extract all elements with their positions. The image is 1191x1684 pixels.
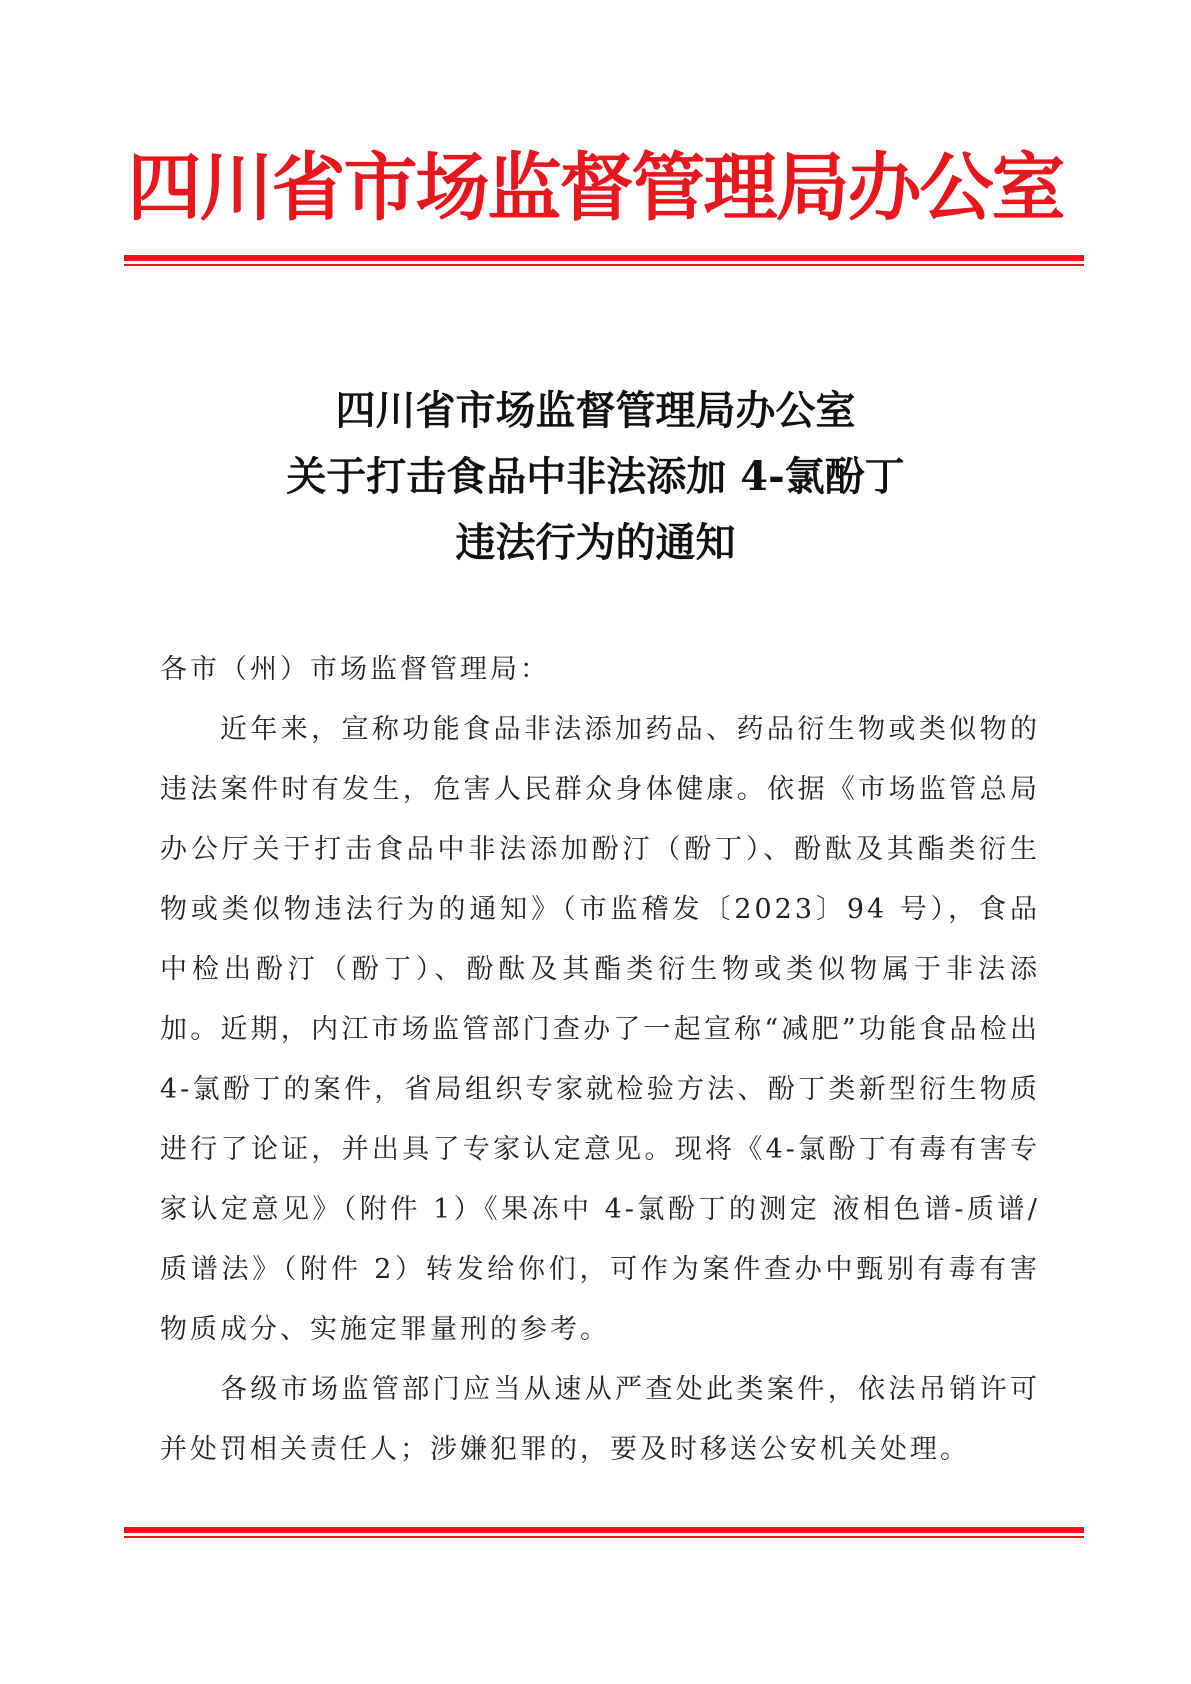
masthead-issuer: 四川省市场监督管理局办公室 [127,145,1064,231]
footer-divider [124,1527,1084,1538]
salutation: 各市（州）市场监督管理局： [160,654,550,685]
title-line-1: 四川省市场监督管理局办公室 [335,387,856,434]
body-paragraph-2: 各级市场监管部门应当从速从严查处此类案件，依法吊销许可并处罚相关责任人；涉嫌犯罪的，要及时移送公安机关处理。 [160,1374,1040,1465]
document-title [0,378,1191,576]
divider-thin-line [124,264,1084,266]
title-line-3: 违法行为的通知 [455,519,736,566]
footer-divider-thin-line [124,1536,1084,1538]
title-line-2: 关于打击食品中非法添加 4-氯酚丁 [286,453,905,500]
masthead-divider [124,255,1084,266]
document-body [160,640,1040,1480]
body-paragraph-1: 近年来，宣称功能食品非法添加药品、药品衍生物或类似物的违法案件时有发生，危害人民群众身体健康。依据《市场监管总局办公厅关于打击食品中非法添加酚汀（酚丁）、酚酞及其酯类衍生物或类似物违法行为的通知》（市监稽发〔2023〕94 号），食品中检出酚汀（酚丁）、酚酞及其酯类衍生物或类似物属于非法添加。近期，内江市场监管部门查办了一起宣称“减肥”功能食品检出 4-氯酚丁的案件，省局组织专家就检验方法、酚丁类新型衍生物质进行了论证，并出具了专家认定意见。现将《4-氯酚丁有毒有害专家认定意见》（附件 1）《果冻中 4-氯酚丁的测定 液相色谱-质谱/质谱法》（附件 2）转发给你们，可作为案件查办中甄别有毒有害物质成分、实施定罪量刑的参考。 [160,714,1040,1345]
